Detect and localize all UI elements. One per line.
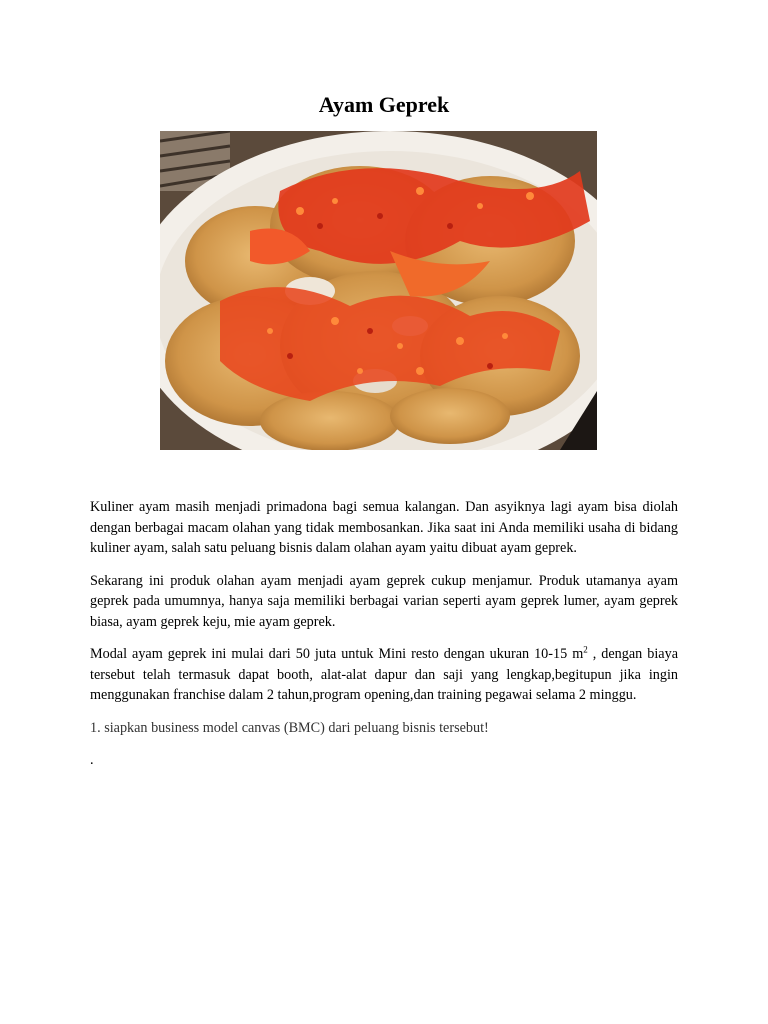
trailing-dot: . [90, 752, 94, 768]
article-body [90, 497, 678, 783]
paragraph-modal [90, 644, 678, 706]
modal-text-after: , dengan biaya tersebut telah termasuk dapat booth, alat-alat dapur dan saji yang lengkap,begitupun jika ingin menggunakan franchise dalam 2 tahun,program opening,dan training pegawai selama 2 minggu. [90, 646, 678, 703]
modal-superscript: 2 [583, 644, 588, 655]
paragraph-intro: Kuliner ayam masih menjadi primadona bagi semua kalangan. Dan asyiknya lagi ayam bisa diolah dengan berbagai macam olahan yang tidak membosankan. Jika saat ini Anda memiliki usaha di bidang kuliner ayam, salah satu peluang bisnis dalam olahan ayam yaitu dibuat ayam geprek. [90, 499, 678, 556]
food-illustration [160, 131, 597, 450]
question-item: 1. siapkan business model canvas (BMC) dari peluang bisnis tersebut! [90, 719, 489, 736]
paragraph-products: Sekarang ini produk olahan ayam menjadi ayam geprek cukup menjamur. Produk utamanya ayam geprek pada umumnya, hanya saja memiliki berbagai varian seperti ayam geprek lumer, ayam geprek biasa, ayam geprek keju, mie ayam geprek. [90, 572, 678, 630]
page-title: Ayam Geprek [318, 92, 450, 117]
ayam-geprek-photo [160, 131, 597, 450]
modal-text-before: Modal ayam geprek ini mulai dari 50 juta untuk Mini resto dengan ukuran 10-15 m [90, 646, 584, 662]
